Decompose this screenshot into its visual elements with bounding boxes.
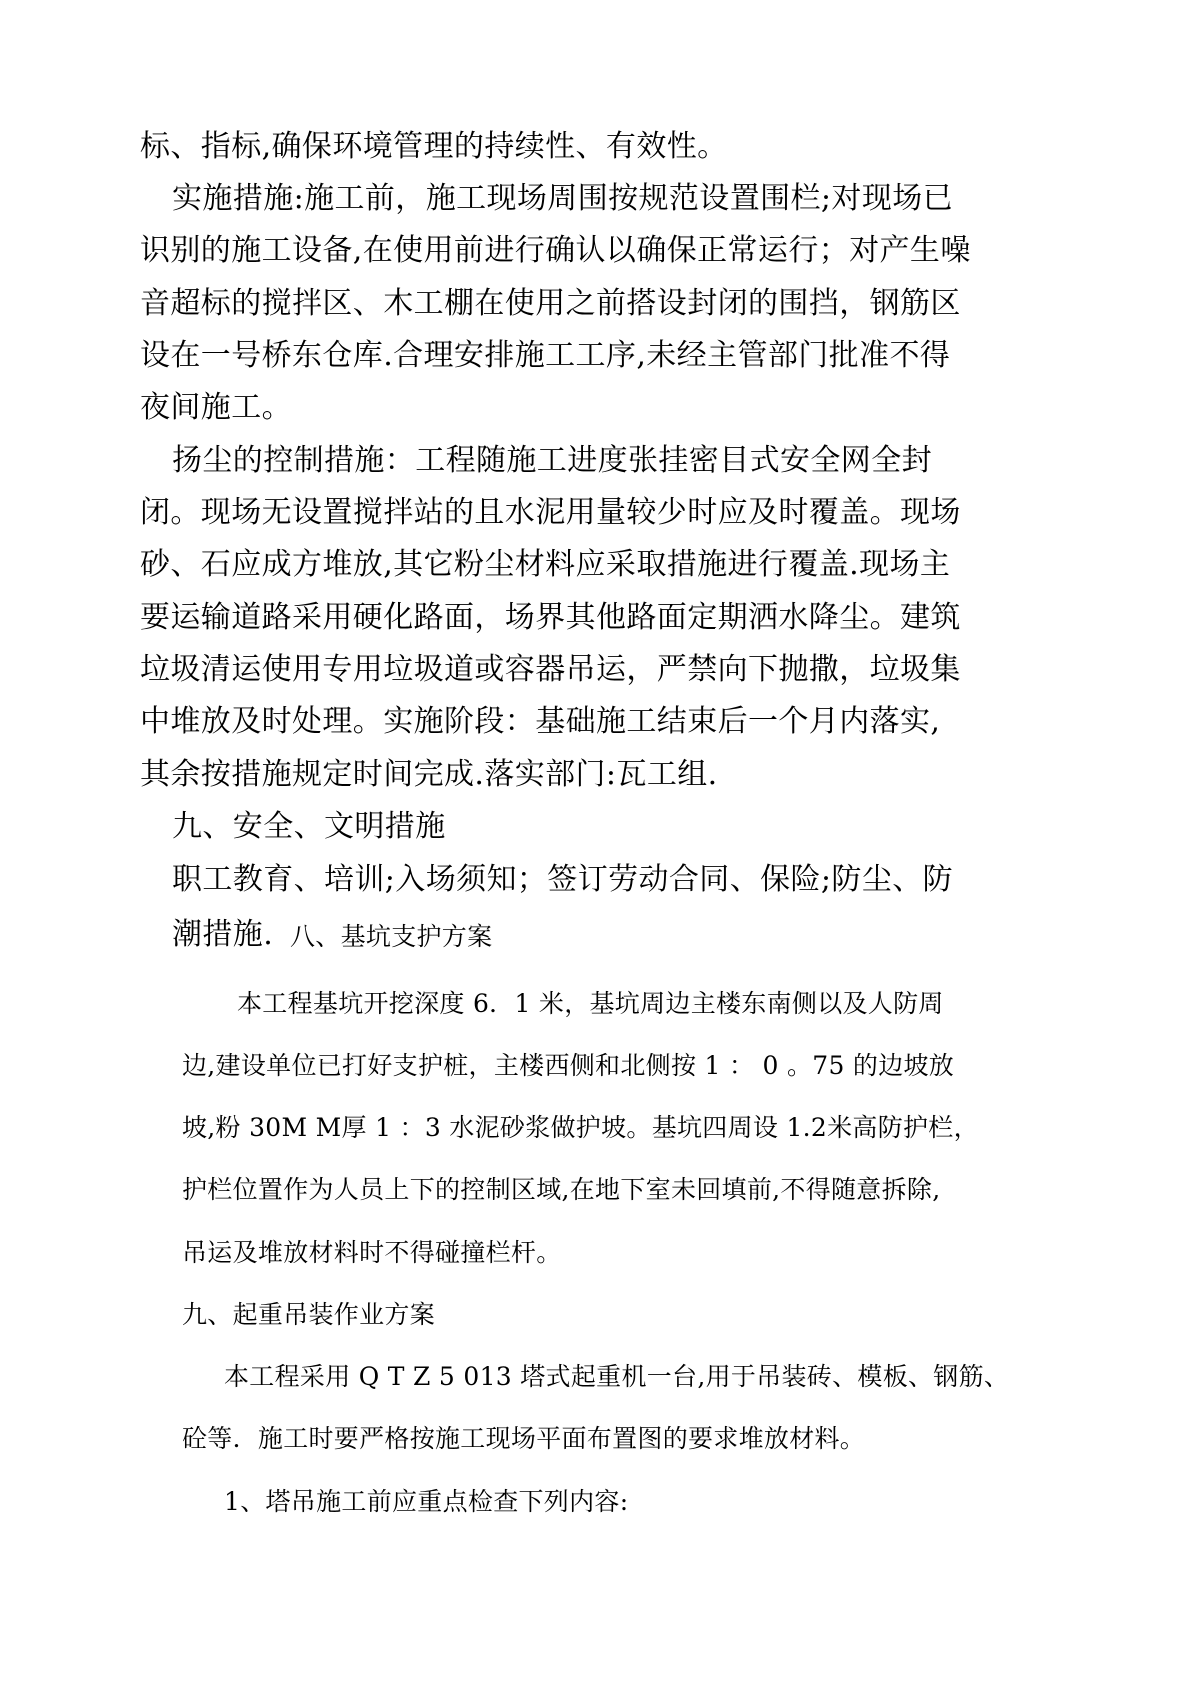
paragraph-line: 标、指标,确保环境管理的持续性、有效性。	[140, 129, 728, 164]
paragraph-line: 护栏位置作为人员上下的控制区域,在地下室未回填前,不得随意拆除,	[182, 1175, 941, 1204]
paragraph-line: 本工程采用 Q T Z 5 013 塔式起重机一台,用于吊装砖、模板、钢筋、	[224, 1362, 1010, 1391]
paragraph-line: 设在一号桥东仓库.合理安排施工工序,未经主管部门批准不得	[140, 338, 951, 373]
paragraph-line: 坡,粉 30M M厚 1 ：3 水泥砂浆做护坡。基坑四周设 1.2米高防护栏，	[182, 1113, 979, 1142]
paragraph-line: 要运输道路采用硬化路面，场界其他路面定期洒水降尘。建筑	[140, 600, 961, 635]
paragraph-line: 砼等．施工时要严格按施工现场平面布置图的要求堆放材料。	[182, 1424, 866, 1453]
paragraph-line: 垃圾清运使用专用垃圾道或容器吊运，严禁向下抛撒，垃圾集	[140, 652, 961, 687]
section-heading: 八、基坑支护方案	[290, 922, 493, 951]
paragraph-line: 夜间施工。	[140, 390, 292, 425]
paragraph-line: 中堆放及时处理。实施阶段：基础施工结束后一个月内落实,	[140, 704, 941, 739]
paragraph-line: 闭。现场无设置搅拌站的且水泥用量较少时应及时覆盖。现场	[140, 495, 961, 530]
paragraph-line: 吊运及堆放材料时不得碰撞栏杆。	[182, 1238, 562, 1267]
paragraph-line: 音超标的搅拌区、木工棚在使用之前搭设封闭的围挡，钢筋区	[140, 286, 961, 321]
paragraph-line: 本工程基坑开挖深度 6．1 米，基坑周边主楼东南侧以及人防周	[237, 989, 944, 1018]
paragraph-line: 识别的施工设备,在使用前进行确认以确保正常运行；对产生噪	[140, 233, 971, 268]
section-heading: 九、安全、文明措施	[172, 809, 446, 844]
paragraph-line: 其余按措施规定时间完成.落实部门:瓦工组.	[140, 757, 718, 792]
section-heading: 九、起重吊装作业方案	[182, 1300, 436, 1329]
paragraph-line: 潮措施.	[172, 917, 274, 952]
paragraph-line: 砂、石应成方堆放,其它粉尘材料应采取措施进行覆盖.现场主	[140, 547, 951, 582]
paragraph-line: 职工教育、培训;入场须知；签订劳动合同、保险;防尘、防	[172, 862, 954, 897]
list-item: 1、塔吊施工前应重点检查下列内容:	[224, 1487, 629, 1516]
paragraph-line: 实施措施:施工前，施工现场周围按规范设置围栏;对现场已	[172, 181, 954, 216]
paragraph-line: 扬尘的控制措施：工程随施工进度张挂密目式安全网全封	[172, 443, 932, 478]
paragraph-line: 边,建设单位已打好支护桩，主楼西侧和北侧按 1 ： 0 。75 的边坡放	[182, 1051, 955, 1080]
